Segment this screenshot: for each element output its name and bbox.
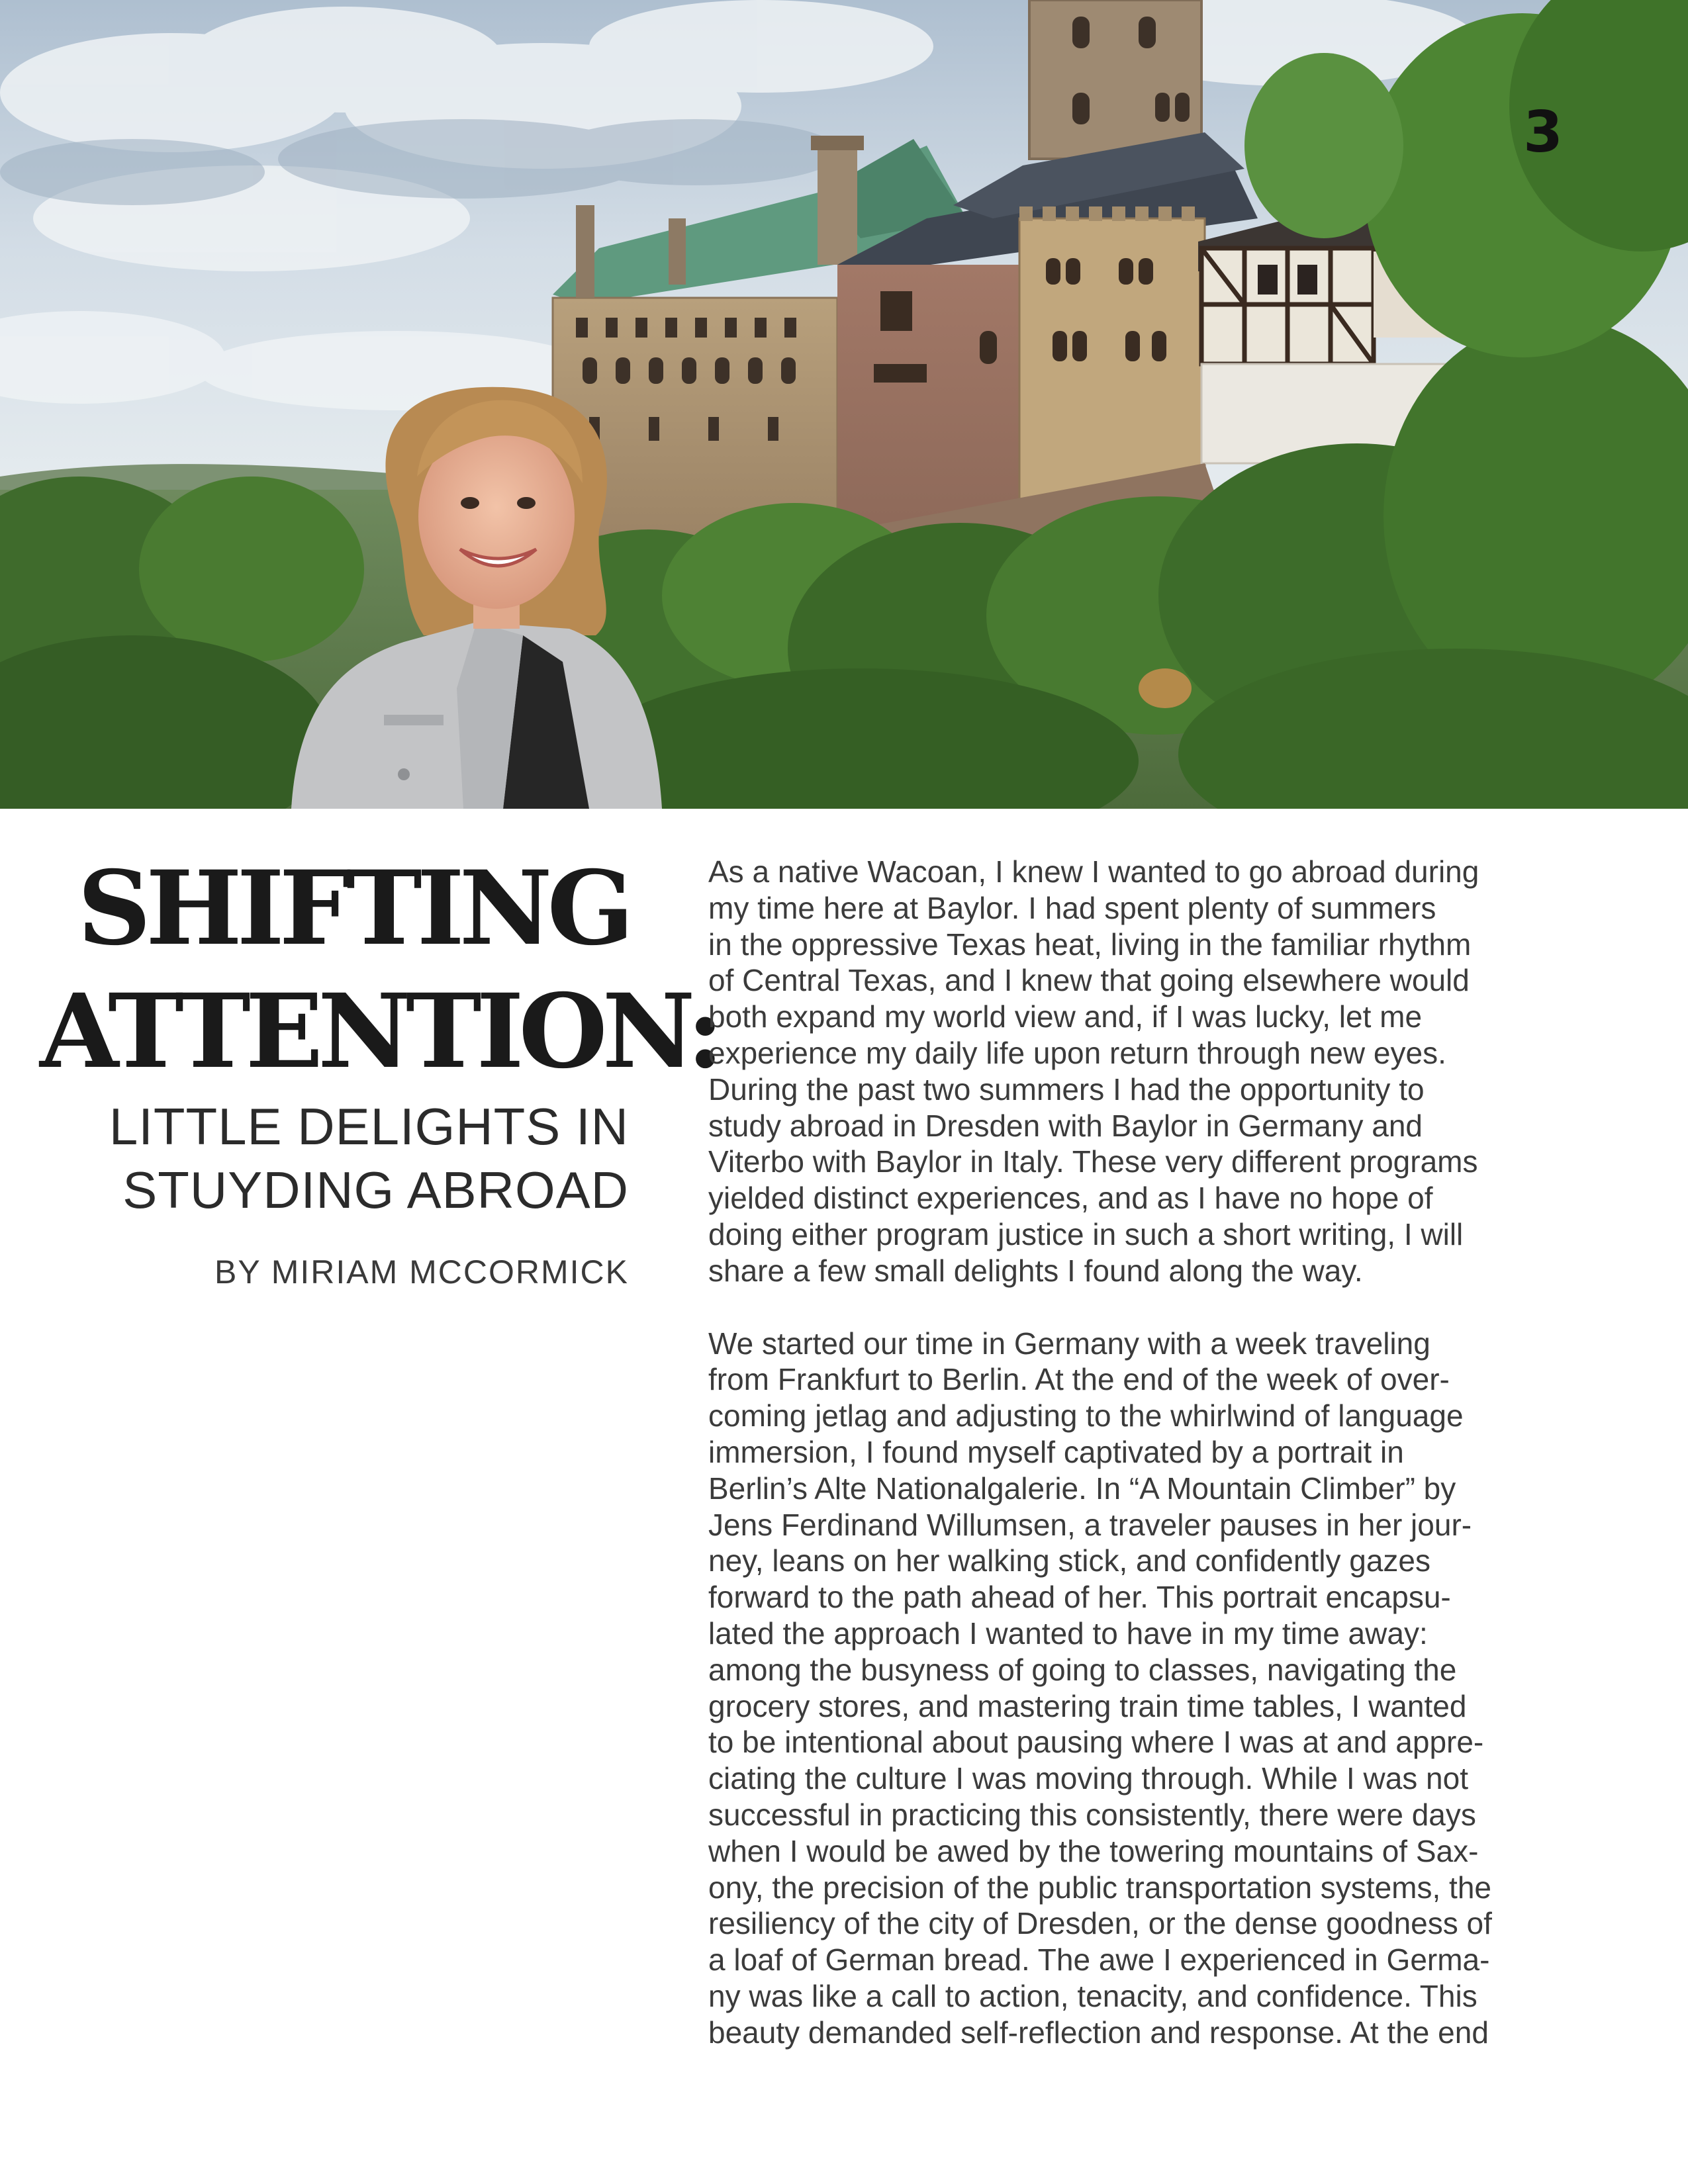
text-line: Berlin’s Alte Nationalgalerie. In “A Mountain Climber” by (708, 1471, 1456, 1506)
castle-photo-illustration (0, 0, 1688, 809)
text-line: Jens Ferdinand Willumsen, a traveler pauses in her jour- (708, 1507, 1472, 1542)
text-line: my time here at Baylor. I had spent plenty of summers (708, 890, 1436, 925)
text-line: to be intentional about pausing where I was at and appre- (708, 1725, 1484, 1760)
text-line: experience my daily life upon return through new eyes. (708, 1035, 1446, 1070)
paragraph-2 (708, 1326, 1589, 2051)
byline: BY MIRIAM MCCORMICK (214, 1253, 629, 1291)
text-line: grocery stores, and mastering train time tables, I wanted (708, 1688, 1467, 1723)
article-heading (40, 847, 719, 1292)
text-line: coming jetlag and adjusting to the whirlwind of language (708, 1398, 1464, 1433)
text-line: study abroad in Dresden with Baylor in Germany and (708, 1108, 1423, 1143)
page-number: 3 (1523, 99, 1562, 165)
text-line: ny was like a call to action, tenacity, and confidence. This (708, 1978, 1477, 2013)
text-line: beauty demanded self-reflection and response. At the end (708, 2015, 1489, 2050)
text-line: successful in practicing this consistently, there were days (708, 1797, 1476, 1832)
text-line: doing either program justice in such a short writing, I will (708, 1216, 1464, 1251)
text-line: of Central Texas, and I knew that going elsewhere would (708, 963, 1470, 998)
text-line: During the past two summers I had the opportunity to (708, 1071, 1425, 1107)
subtitle-line-1: LITTLE DELIGHTS IN (109, 1097, 629, 1156)
text-line: ciating the culture I was moving through. While I was not (708, 1761, 1469, 1796)
text-line: share a few small delights I found along the way. (708, 1253, 1363, 1288)
title-line-2: ATTENTION: (40, 972, 719, 1091)
text-line: As a native Wacoan, I knew I wanted to go abroad during (708, 854, 1479, 889)
text-line: forward to the path ahead of her. This portrait encapsu- (708, 1580, 1451, 1615)
text-line: Viterbo with Baylor in Italy. These very different programs (708, 1144, 1478, 1179)
text-line: yielded distinct experiences, and as I have no hope of (708, 1181, 1433, 1216)
castle-tower (1029, 0, 1201, 159)
title-line-1: SHIFTING (77, 848, 629, 968)
text-line: both expand my world view and, if I was lucky, let me (708, 999, 1423, 1034)
subtitle-line-2: STUYDING ABROAD (122, 1161, 629, 1219)
text-line: ony, the precision of the public transportation systems, the (708, 1870, 1491, 1905)
text-line: resiliency of the city of Dresden, or the dense goodness of (708, 1906, 1492, 1941)
text-line: among the busyness of going to classes, navigating the (708, 1652, 1457, 1687)
text-line: lated the approach I wanted to have in my time away: (708, 1615, 1428, 1651)
text-line: a loaf of German bread. The awe I experienced in Germa- (708, 1942, 1490, 1978)
text-line: ney, leans on her walking stick, and confidently gazes (708, 1543, 1430, 1578)
text-line: immersion, I found myself captivated by a portrait in (708, 1434, 1404, 1469)
text-line: We started our time in Germany with a week traveling (708, 1326, 1430, 1361)
hero-photo (0, 0, 1688, 809)
paragraph-1 (708, 854, 1589, 1289)
article-body (708, 854, 1589, 2051)
text-line: in the oppressive Texas heat, living in the familiar rhythm (708, 927, 1472, 962)
text-line: when I would be awed by the towering mountains of Sax- (708, 1833, 1479, 1868)
text-line: from Frankfurt to Berlin. At the end of the week of over- (708, 1362, 1450, 1397)
article-subtitle (40, 1095, 629, 1222)
article-title (40, 847, 719, 1093)
